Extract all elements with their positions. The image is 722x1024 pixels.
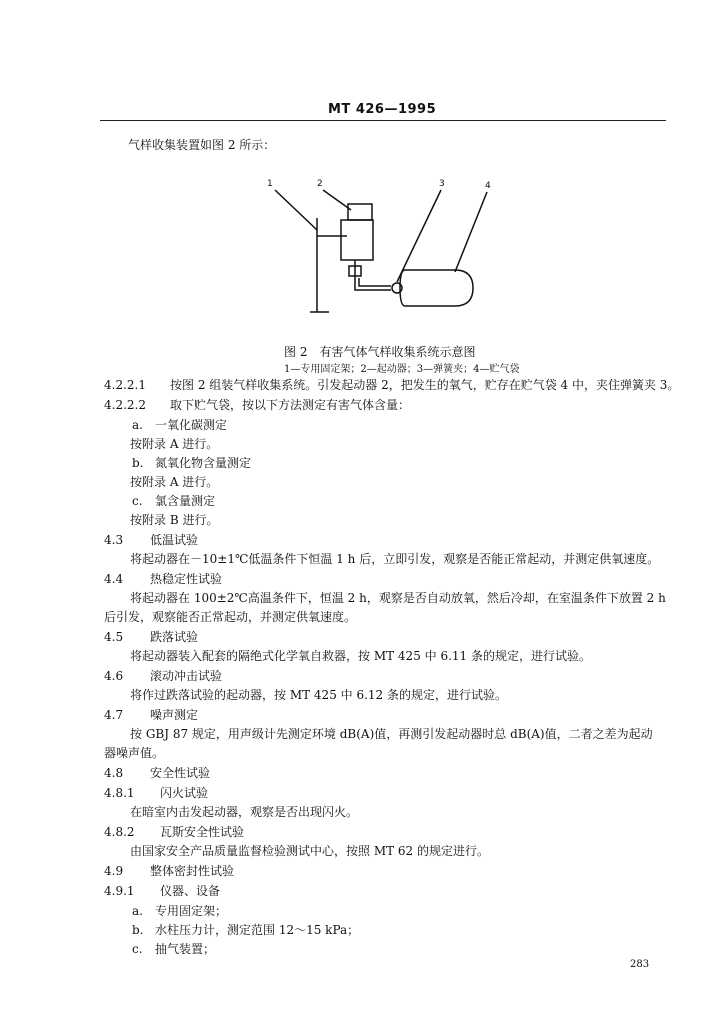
header-rule: [100, 120, 666, 121]
paragraph: 将起动器在 100±2℃高温条件下，恒温 2 h，观察是否自动放氧，然后冷却，在室温条件下放置 2 h: [130, 591, 666, 605]
section-heading: 跌落试验: [150, 630, 199, 644]
tube: [355, 278, 391, 290]
list-item-text: 抽气装置；: [155, 942, 216, 956]
list-marker: b.: [132, 456, 144, 470]
gas-collection-diagram: [255, 170, 515, 340]
callout-2: 2: [317, 179, 323, 189]
paragraph-continuation: 后引发，观察能否正常起动，并测定供氧速度。: [104, 610, 357, 624]
list-item-text: 水柱压力计，测定范围 12～15 kPa；: [155, 923, 360, 937]
section-number: 4.5: [104, 630, 124, 644]
paragraph: 将起动器装入配套的隔绝式化学氧自救器，按 MT 425 中 6.11 条的规定，进行试验。: [130, 649, 591, 663]
section-heading: 整体密封性试验: [150, 864, 235, 878]
list-marker: a.: [132, 418, 143, 432]
clause-text: 取下贮气袋，按以下方法测定有害气体含量：: [170, 398, 411, 412]
figure-caption: 图 2 有害气体气样收集系统示意图: [284, 345, 476, 359]
callout-1: 1: [267, 179, 273, 189]
paragraph: 按附录 A 进行。: [130, 475, 219, 489]
section-number: 4.9: [104, 864, 124, 878]
section-heading: 低温试验: [150, 533, 199, 547]
paragraph: 按 GBJ 87 规定，用声级计先测定环境 dB(A)值，再测引发起动器时总 dB(A)值，二者之差为起动: [130, 727, 653, 741]
paragraph: 在暗室内击发起动器，观察是否出现闪火。: [130, 805, 359, 819]
list-item-text: 一氧化碳测定: [155, 418, 228, 432]
clause-number: 4.8.2: [104, 825, 135, 839]
storage-bag: [400, 270, 473, 306]
clause-number: 4.2.2.2: [104, 398, 146, 412]
clause-text: 按图 2 组装气样收集系统。引发起动器 2，把发生的氧气，贮存在贮气袋 4 中，夹住弹簧夹 3。: [170, 378, 680, 392]
section-number: 4.6: [104, 669, 124, 683]
clause-heading: 瓦斯安全性试验: [160, 825, 245, 839]
starter-body: [341, 220, 373, 260]
paragraph: 将作过跌落试验的起动器，按 MT 425 中 6.12 条的规定，进行试验。: [130, 688, 507, 702]
paragraph: 按附录 B 进行。: [130, 513, 219, 527]
list-marker: c.: [132, 494, 143, 508]
clause-number: 4.9.1: [104, 884, 135, 898]
section-number: 4.7: [104, 708, 124, 722]
callout-3: 3: [439, 179, 445, 189]
list-marker: b.: [132, 923, 144, 937]
section-heading: 热稳定性试验: [150, 572, 223, 586]
section-heading: 安全性试验: [150, 766, 211, 780]
section-heading: 滚动冲击试验: [150, 669, 223, 683]
list-marker: c.: [132, 942, 143, 956]
callout-4: 4: [485, 181, 491, 191]
document-header-title: MT 426—1995: [328, 102, 437, 117]
section-number: 4.4: [104, 572, 124, 586]
list-item-text: 专用固定架；: [155, 904, 228, 918]
starter-head: [348, 204, 372, 220]
page-number: 283: [630, 959, 650, 970]
paragraph: 由国家安全产品质量监督检验测试中心，按照 MT 62 的规定进行。: [130, 844, 490, 858]
clause-number: 4.8.1: [104, 786, 135, 800]
paragraph: 将起动器在－10±1℃低温条件下恒温 1 h 后，立即引发，观察是否能正常起动，并测定供氧速度。: [130, 552, 660, 566]
figure-legend: 1—专用固定架；2—起动器；3—弹簧夹；4—贮气袋: [284, 364, 520, 375]
paragraph: 按附录 A 进行。: [130, 437, 219, 451]
figure-2-diagram: [255, 170, 515, 340]
clause-heading: 闪火试验: [160, 786, 209, 800]
section-number: 4.3: [104, 533, 124, 547]
list-item-text: 氮氧化物含量测定: [155, 456, 252, 470]
paragraph-continuation: 器噪声值。: [104, 746, 165, 760]
list-marker: a.: [132, 904, 143, 918]
section-heading: 噪声测定: [150, 708, 199, 722]
intro-text: 气样收集装置如图 2 所示：: [128, 138, 276, 152]
section-number: 4.8: [104, 766, 124, 780]
clause-number: 4.2.2.1: [104, 378, 146, 392]
list-item-text: 氯含量测定: [155, 494, 216, 508]
clause-heading: 仪器、设备: [160, 884, 221, 898]
